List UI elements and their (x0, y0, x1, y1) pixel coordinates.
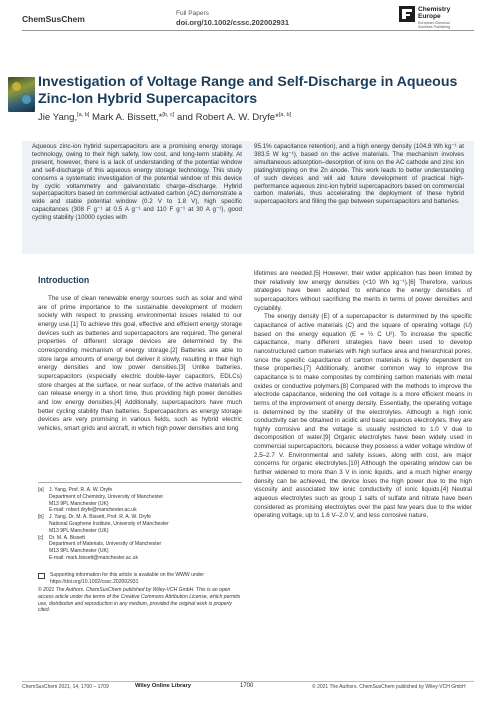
author-affil-ref: [b, c] (162, 112, 175, 118)
chemistry-europe-mark-icon (399, 6, 415, 22)
affiliation-line: Dr. M. A. Bissett (49, 534, 85, 541)
affiliation-line: Department of Materials, University of Manchester (49, 541, 162, 548)
logo-title-line2: Europe (418, 13, 441, 21)
body-right-column (254, 270, 472, 521)
journal-cover-thumbnail (8, 77, 35, 112)
affiliation-line: Department of Chemistry, University of Manchester (49, 493, 164, 500)
affiliation-key: [c] (38, 534, 44, 541)
author-list (38, 112, 478, 123)
footnote-divider (38, 482, 242, 483)
doi-link[interactable]: doi.org/10.1002/cssc.202002931 (176, 17, 289, 27)
footer-copyright: © 2021 The Authors. ChemSusChem published by Wiley-VCH GmbH (312, 684, 466, 690)
affiliation-key: [b] (38, 514, 44, 521)
affiliation-a (38, 487, 242, 514)
affiliation-key: [a] (38, 487, 44, 493)
author-name: and Robert A. W. Dryfe* (177, 112, 279, 124)
affiliation-line: National Graphene Institute, University of Manchester (49, 520, 169, 527)
abstract-text-left: Aqueous zinc-ion hybrid supercapacitors are a promising energy storage technology, owing to their high safety, low cost, and long-term stability. At present, however, there is a lack of understanding of the potential window and self-discharge of this aqueous energy storage technology. This study concerns a systematic investigation of the potential window of this device by cyclic voltammetry and galvanostatic charge–discharge. Hybrid supercapacitors based on commercial activated carbon (AC) demonstrate a wide and stable potential window (0.2 V to 1.8 V), high specific capacitances (308 F g⁻¹ at 0.5 A g⁻¹ and 110 F g⁻¹ at 30 A g⁻¹), good cycling stability (10000 cycles with (32, 143, 242, 222)
article-title: Investigation of Voltage Range and Self-Discharge in Aqueous Zinc-Ion Hybrid Supercapacitors (38, 74, 458, 107)
affiliations (38, 487, 242, 562)
affiliation-email[interactable]: E-mail: robert.dryfe@manchester.ac.uk (49, 507, 137, 514)
affiliation-email[interactable]: E-mail: mark.bissett@manchester.ac.uk (49, 554, 138, 561)
author-name: Mark A. Bissett,* (92, 112, 163, 124)
author-affil-ref: [a, b] (77, 112, 90, 118)
logo-subtitle (418, 21, 450, 29)
article-section: Full Papers (176, 10, 209, 17)
journal-name: ChemSusChem (22, 14, 85, 24)
page-number: 1700 (240, 683, 254, 689)
affiliation-line: J. Yang, Dr. M. A. Bissett, Prof. R. A. W. Dryfe (49, 514, 151, 521)
author-affil-ref: [a, b] (278, 112, 292, 118)
logo-sub-line2: Societies Publishing (418, 25, 451, 30)
affiliation-line: M13 9PL Manchester (UK) (49, 548, 109, 555)
logo-title (418, 6, 450, 21)
supporting-info-text[interactable]: Supporting information for this article is available on the WWW under https://doi.org/10.1002/cssc.202002931 (50, 572, 204, 585)
section-heading-introduction: Introduction (38, 275, 90, 285)
footer-wiley-online-library[interactable]: Wiley Online Library (135, 683, 191, 689)
license-note: © 2021 The Authors. ChemSusChem published by Wiley-VCH GmbH. This is an open access article under the terms of the Creative Commons Attribution License, which permits use, distribution and reproduction in any medium, provided the original work is properly cited. (38, 587, 241, 614)
author-name: Jie Yang, (38, 112, 78, 124)
intro-paragraph-1: The use of clean renewable energy sources such as solar and wind are of prime importance to the sustainable development of modern society with respect to pressing environmental issues related to our energy use.[1] To achieve this goal, effective and efficient energy storage devices such as batteries and supercapacitors are required. The general properties of different storage devices are determined by the corresponding mechanism of energy storage.[2] Batteries are able to store large amounts of energy but deliver it slowly, resulting in their high energy densities and low power densities.[3] Unlike batteries, supercapacitors (especially electric double-layer capacitors, EDLCs) store charges at the surface, or near surface, of the active materials and can release energy in a short time, thus providing high power densities and low energy densities.[4] Additionally, supercapacitors have much better cycling stability than batteries. Supercapacitors as energy storage devices are very promising in various fields, such as hybrid electric vehicles, smart grids and aircraft, in which high power densities and long (38, 295, 242, 432)
chemistry-europe-logo (399, 6, 479, 30)
logo-sub-line1: European Chemical (418, 21, 450, 25)
affiliation-b (38, 514, 242, 534)
affiliation-line: M13 9PL Manchester (UK) (49, 500, 109, 507)
footer-divider (22, 681, 474, 682)
body-left-column (38, 295, 242, 434)
abstract-text-right: 95.1% capacitance retention), and a high energy density (104.8 Wh kg⁻¹ at 383.5 W kg⁻¹), based on the active materials. The mechanism involves simultaneous adsorption–desorption of ions on the AC cathode and zinc ion plating/stripping on the Zn anode. This work leads to better understanding of such devices and will aid future development of practical high-performance aqueous zinc-ion hybrid supercapacitors based on commercial carbon materials, thus accelerating the deployment of these hybrid supercapacitors and filling the gap between supercapacitors and batteries. (254, 143, 464, 206)
supporting-info-note (38, 572, 242, 586)
article-type-block (176, 10, 289, 27)
intro-paragraph-2: The energy density (E) of a supercapacitor is determined by the specific capacitance of active materials (C) and the square of operating voltage (U) based on the energy equation (E = ½ C U²). To increase the specific capacitance, many different strategies have been used to develop nanostructured carbon materials with high surface area and hierarchical pores, since the specific capacitance of carbon materials is highly dependent on these properties.[7] Additionally, another common way to improve the capacitance is to make composites by combining carbon materials with metal oxides or conductive polymers.[8] Compared with the methods to improve the electrode capacitance, widening the cell voltage is a more efficient means in terms of the improvement of energy density. Essentially, the operating voltage is determined by the stability of the electrolytes. Although a high ionic conductivity can be obtained in acidic and basic aqueous electrolytes, they are highly corrosive and the voltage is usually restricted to 1.0 V due to decomposition of water.[9] Organic electrolytes have been widely used in commercial supercapacitors, because they possess a wider voltage window of 2.5–2.7 V. Environmental and safety issues, along with cost, are major concerns for organic electrolytes.[10] Although the operating window can be further widened to more than 3 V in ionic liquids, and a much higher energy density can be achieved, the device loses the high power due to the high viscosity and associated low ionic conductivity of ionic liquids.[4] Neutral aqueous electrolytes such as group 1 salts of sulfate and nitrate have been considered as promising electrolytes over the past few years due to the wider operating voltage, up to 1.6 V–2.0 V, and less corrosive nature, (254, 313, 472, 520)
affiliation-line: J. Yang, Prof. R. A. W. Dryfe (49, 487, 113, 493)
affiliation-line: M13 9PL Manchester (UK) (49, 527, 109, 534)
supporting-info-icon (38, 573, 45, 579)
footer-citation: ChemSusChem 2021, 14, 1700 – 1709 (22, 684, 109, 690)
intro-paragraph-continued: lifetimes are needed.[5] However, their wider application has been limited by their relatively low energy densities (<10 Wh kg⁻¹).[6] Therefore, various strategies have been adopted to enhance the energy densities of supercapacitors without sacrificing the merits in terms of power densities and cyclability. (254, 270, 472, 312)
logo-title-line1: Chemistry (418, 6, 451, 13)
affiliation-c (38, 535, 242, 562)
abstract-right-column (254, 143, 464, 206)
abstract-left-column (32, 143, 242, 222)
header-divider (22, 30, 474, 31)
